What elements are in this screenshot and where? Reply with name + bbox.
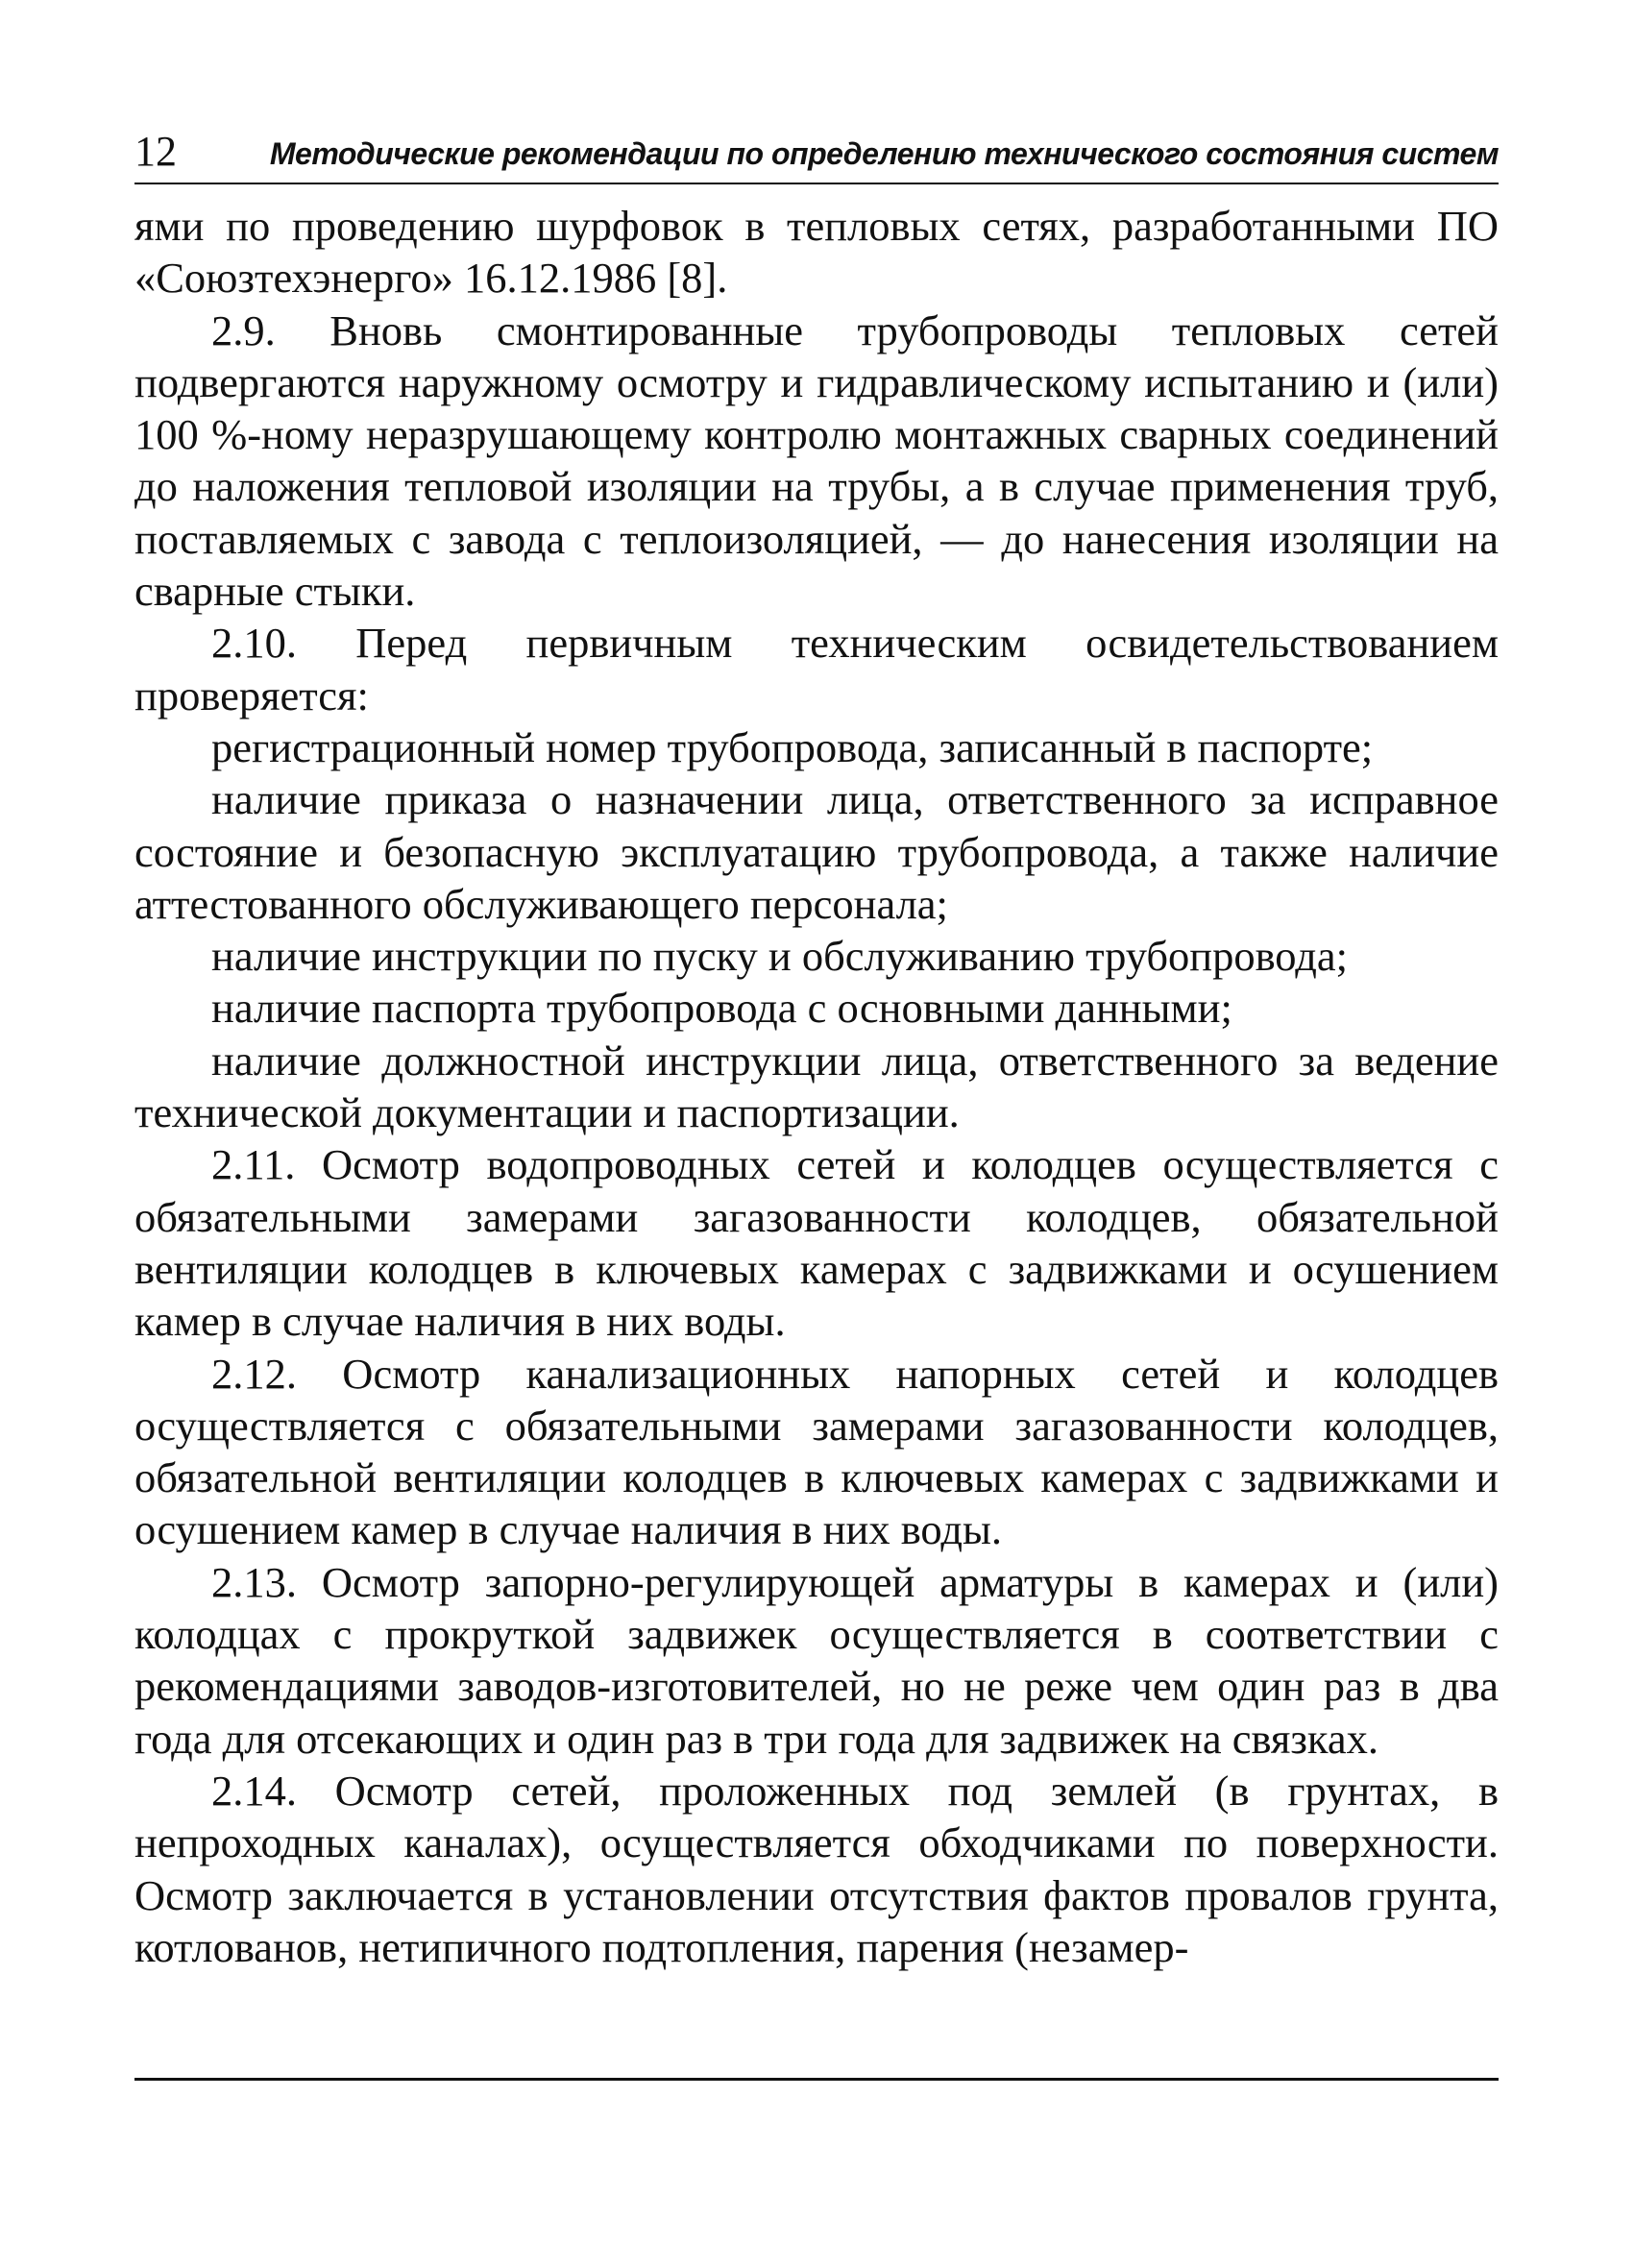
paragraph: 2.10. Перед первичным техническим освидетельствованием проверяется: [134, 619, 1499, 719]
paragraph: 2.13. Осмотр запорно-регулирующей арматуры в камерах и (или) колодцах с прокруткой задвижек осуществляется в соответствии с рекомендациями заводов-изготовителей, но не реже чем один раз в два года для отсекающих и один раз в три года для задвижек на связках. [134, 1557, 1499, 1763]
header-rule [134, 183, 1499, 184]
list-item: наличие должностной инструкции лица, ответственного за ведение технической документации и паспортизации. [134, 1036, 1499, 1137]
page-number: 12 [134, 128, 177, 175]
page-header [134, 123, 1499, 181]
running-title: Методические рекомендации по определению технического состояния систем [269, 136, 1499, 171]
paragraph: 2.14. Осмотр сетей, проложенных под землей (в грунтах, в непроходных каналах), осуществляется обходчиками по поверхности. Осмотр заключается в установлении отсутствия фактов провалов грунта, котлованов, нетипичного подтопления, парения (незамер- [134, 1766, 1499, 1971]
list-item: наличие приказа о назначении лица, ответственного за исправное состояние и безопасную эксплуатацию трубопровода, а также наличие аттестованного обслуживающего персонала; [134, 775, 1499, 928]
footer-rule [134, 2078, 1499, 2081]
list-item: регистрационный номер трубопровода, записанный в паспорте; [211, 722, 1374, 771]
list-item: наличие паспорта трубопровода с основными данными; [211, 984, 1232, 1033]
body-text [134, 200, 1499, 1973]
paragraph: 2.9. Вновь смонтированные трубопроводы тепловых сетей подвергаются наружному осмотру и гидравлическому испытанию и (или) 100 %-ному неразрушающему контролю монтажных сварных соединений до наложения тепловой изоляции на трубы, а в случае применения труб, поставляемых с завода с теплоизоляцией, — до нанесения изоляции на сварные стыки. [134, 305, 1499, 616]
paragraph: ями по проведению шурфовок в тепловых сетях, разработанными ПО «Союзтехэнерго» 16.12.1986 [8]. [134, 202, 1499, 303]
list-item: наличие инструкции по пуску и обслуживанию трубопровода; [211, 932, 1349, 981]
paragraph: 2.12. Осмотр канализационных напорных сетей и колодцев осуществляется с обязательными замерами загазованности колодцев, обязательной вентиляции колодцев в ключевых камерах с задвижками и осушением камер в случае наличия в них воды. [134, 1349, 1499, 1554]
paragraph: 2.11. Осмотр водопроводных сетей и колодцев осуществляется с обязательными замерами загазованности колодцев, обязательной вентиляции колодцев в ключевых камерах с задвижками и осушением камер в случае наличия в них воды. [134, 1140, 1499, 1346]
